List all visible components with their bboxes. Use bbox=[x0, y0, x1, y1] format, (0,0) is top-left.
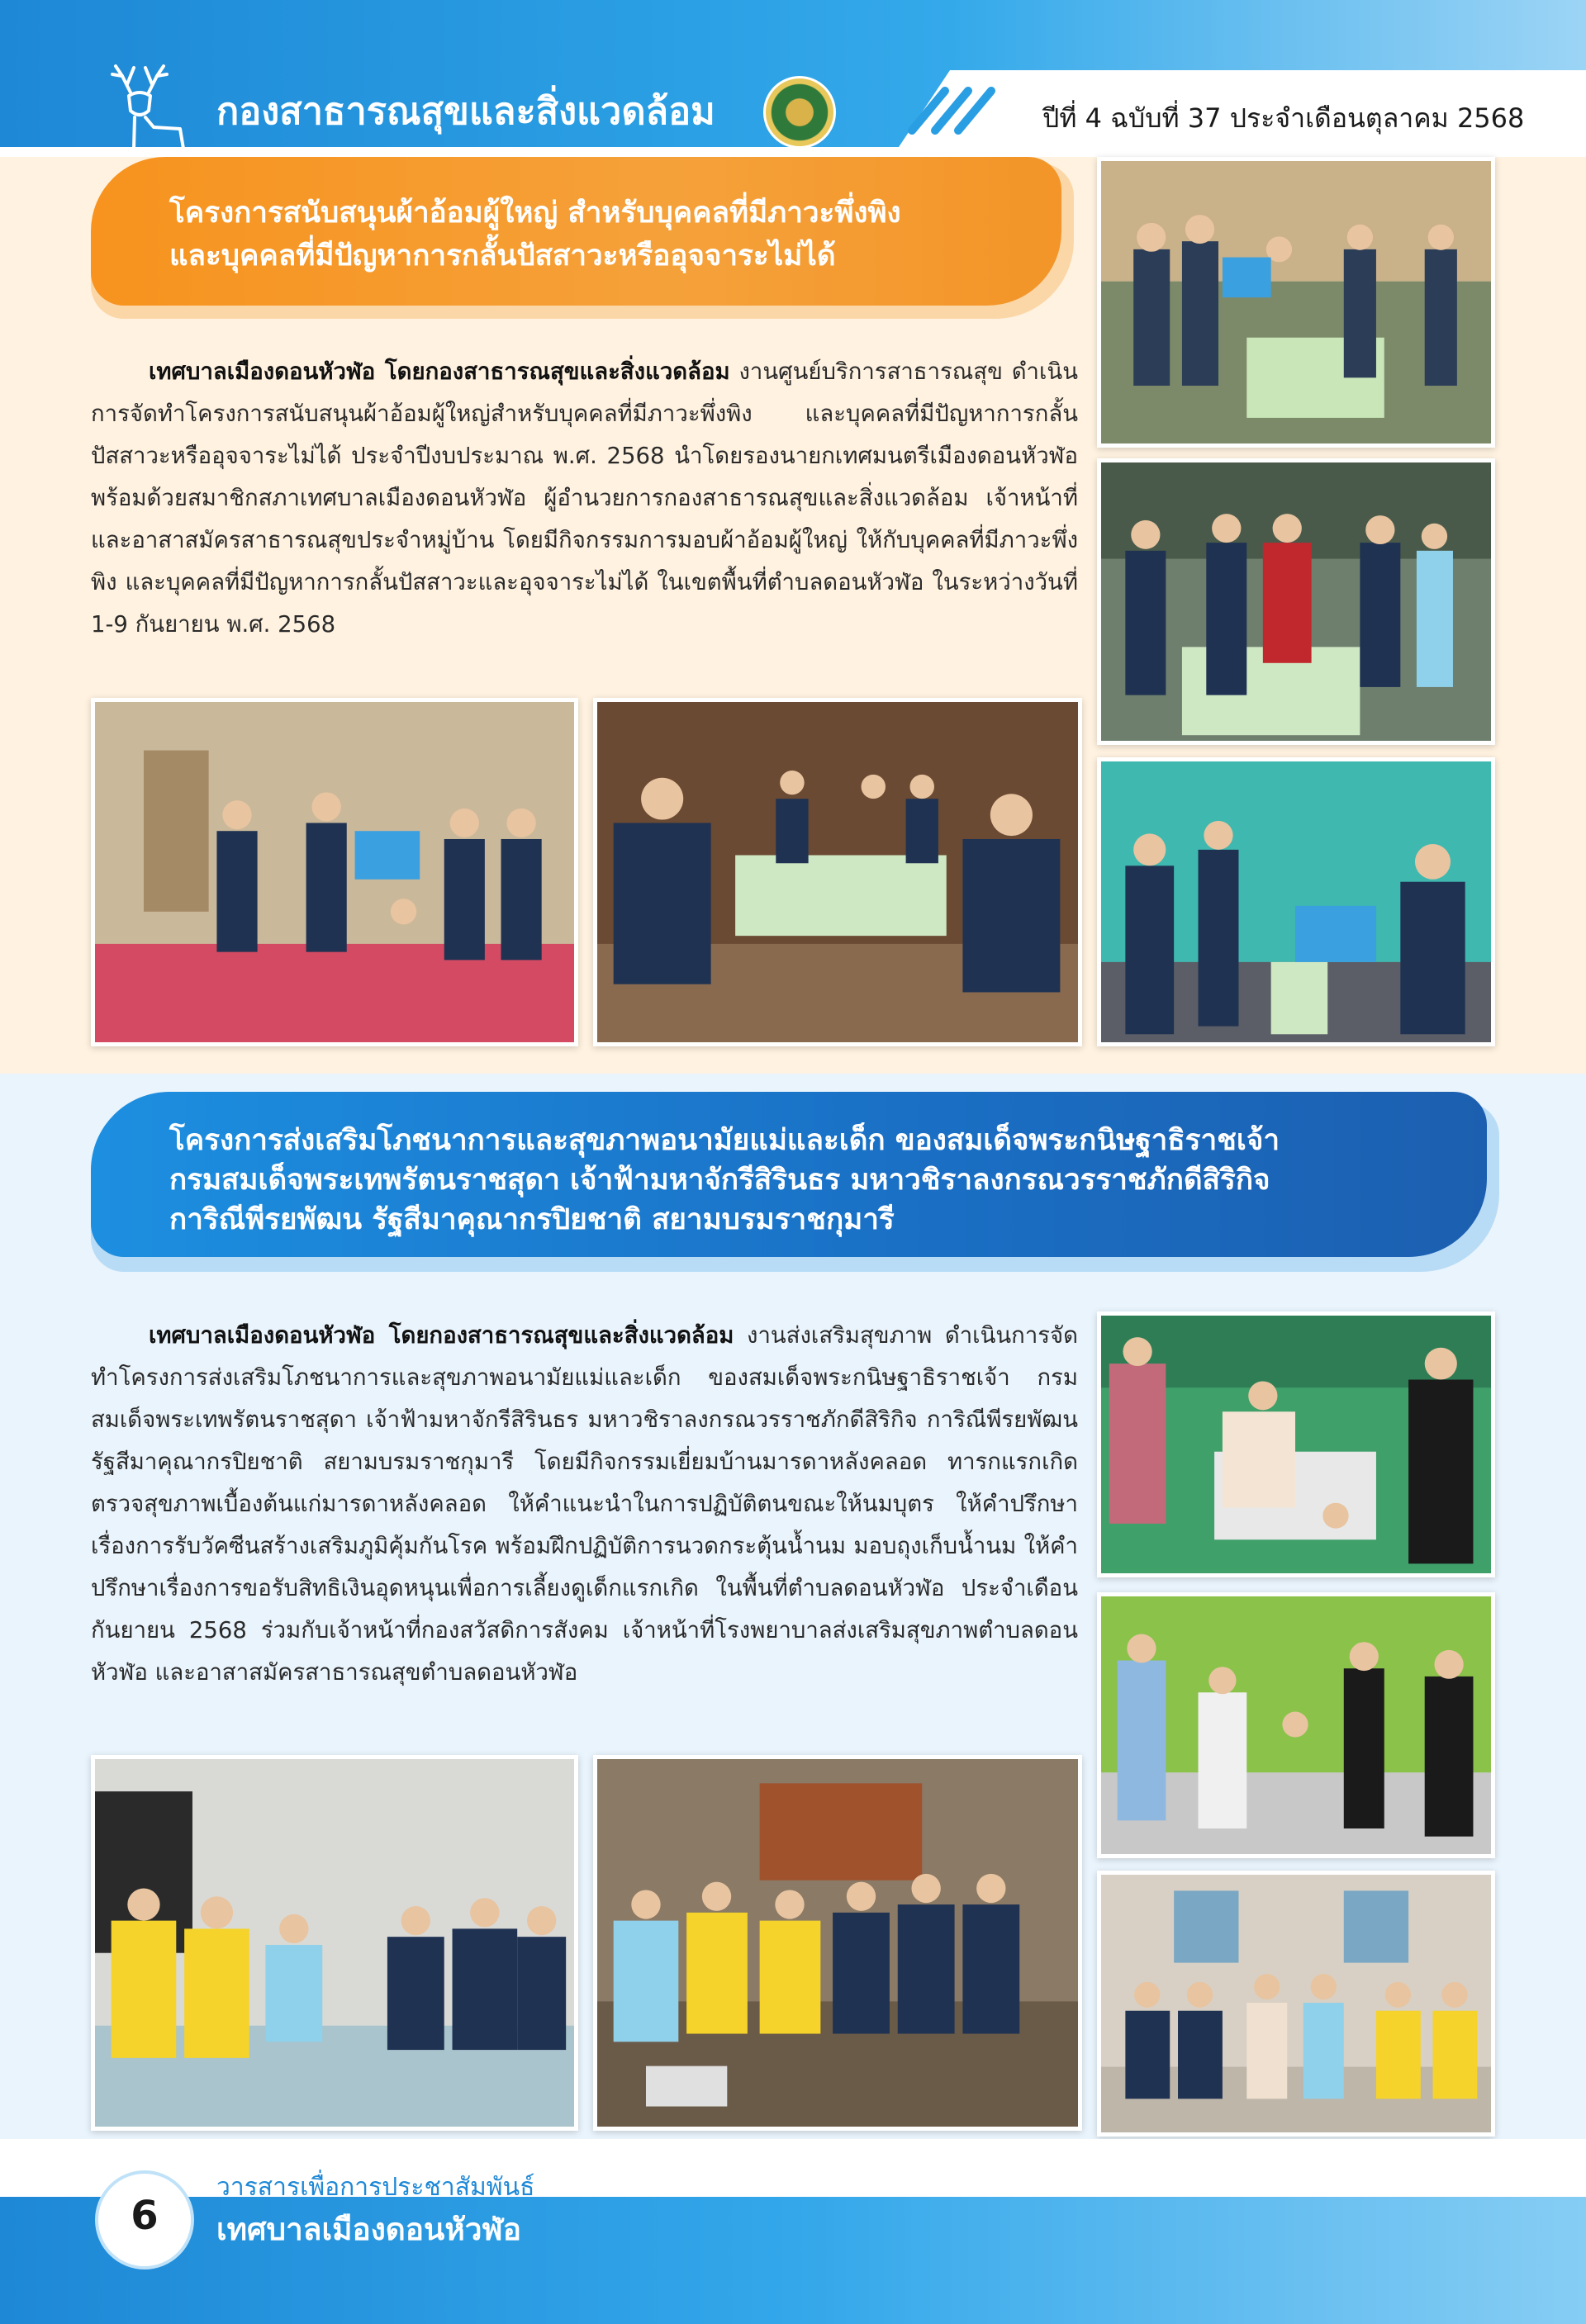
section1-heading-line1: โครงการสนับสนุนผ้าอ้อมผู้ใหญ่ สำหรับบุคคลที่มีภาวะพึ่งพิง bbox=[169, 197, 901, 230]
photo-bedside-visit bbox=[91, 698, 578, 1046]
photo-diaper-handover-3 bbox=[1097, 757, 1495, 1046]
section1-lead: เทศบาลเมืองดอนหัวฬ่อ โดยกองสาธารณสุขและสิ่งแวดล้อม bbox=[149, 358, 730, 385]
page-number: 6 bbox=[131, 2193, 159, 2239]
photo-newborn-check bbox=[1097, 1311, 1495, 1577]
photo-diaper-handover-1 bbox=[1097, 157, 1495, 448]
footer-journal-label: วารสารเพื่อการประชาสัมพันธ์ bbox=[216, 2173, 535, 2202]
photo-mother-visit bbox=[1097, 1592, 1495, 1858]
deer-icon bbox=[97, 59, 197, 152]
stripes-decoration bbox=[904, 81, 1003, 139]
section2-heading bbox=[91, 1092, 1487, 1257]
section2-body: งานส่งเสริมสุขภาพ ดำเนินการจัดทำโครงการส่งเสริมโภชนาการและสุขภาพอนามัยแม่และเด็ก ของสมเด็จพระกนิษฐาธิราชเจ้า กรมสมเด็จพระเทพรัตนราชสุดา เจ้าฟ้ามหาจักรีสิรินธร มหาวชิราลงกรณวรราชภักดีสิริกิจ การิณีพีรยพัฒน รัฐสีมาคุณากรปิยชาติ สยามบรมราชกุมารี โดยมีกิจกรรมเยี่ยมบ้านมารดาหลังคลอด ทารกแรกเกิด ตรวจสุขภาพเบื้องต้นแก่มารดาหลังคลอด ให้คำแนะนำในการปฏิบัติตนขณะให้นมบุตร ให้คำปรึกษาเรื่องการรับวัคซีนสร้างเสริมภูมิคุ้มกันโรค พร้อมฝึกปฏิบัติการนวดกระตุ้นน้ำนม มอบถุงเก็บน้ำนม ให้คำปรึกษาเรื่องการขอรับสิทธิเงินอุดหนุนเพื่อการเลี้ยงดูเด็กแรกเกิด ในพื้นที่ตำบลดอนหัวฬ่อ ประจำเดือนกันยายน 2568 ร่วมกับเจ้าหน้าที่กองสวัสดิการสังคม เจ้าหน้าที่โรงพยาบาลส่งเสริมสุขภาพตำบลดอนหัวฬ่อ และอาสาสมัครสาธารณสุขตำบลดอนหัวฬ่อ bbox=[91, 1322, 1079, 1686]
photo-group-seated bbox=[1097, 1871, 1495, 2137]
section1-paragraph bbox=[91, 351, 1078, 646]
section2-heading-line2: กรมสมเด็จพระเทพรัตนราชสุดา เจ้าฟ้ามหาจักรีสิรินธร มหาวชิราลงกรณวรราชภักดีสิริกิจ bbox=[169, 1164, 1270, 1197]
footer-municipality: เทศบาลเมืองดอนหัวฬ่อ bbox=[216, 2212, 522, 2247]
photo-home-visit-group bbox=[593, 698, 1082, 1046]
section2-heading-line3: การิณีพีรยพัฒน รัฐสีมาคุณากรปิยชาติ สยามบรมราชกุมารี bbox=[169, 1203, 895, 1236]
section1-body: งานศูนย์บริการสาธารณสุข ดำเนินการจัดทำโครงการสนับสนุนผ้าอ้อมผู้ใหญ่สำหรับบุคคลที่มีภาวะพึ่งพิง และบุคคลที่มีปัญหาการกลั้นปัสสาวะหรืออุจจาระไม่ได้ ประจำปีงบประมาณ พ.ศ. 2568 นำโดยรองนายกเทศมนตรีเมืองดอนหัวฬ่อ พร้อมด้วยสมาชิกสภาเทศบาลเมืองดอนหัวฬ่อ ผู้อำนวยการกองสาธารณสุขและสิ่งแวดล้อม เจ้าหน้าที่ และอาสาสมัครสาธารณสุขประจำหมู่บ้าน โดยมีกิจกรรมการมอบผ้าอ้อมผู้ใหญ่ ให้กับบุคคลที่มีภาวะพึ่งพิง และบุคคลที่มีปัญหาการกลั้นปัสสาวะและอุจจาระไม่ได้ ในเขตพื้นที่ตำบลดอนหัวฬ่อ ในระหว่างวันที่ 1-9 กันยายน พ.ศ. 2568 bbox=[91, 358, 1078, 638]
section2-lead: เทศบาลเมืองดอนหัวฬ่อ โดยกองสาธารณสุขและสิ่งแวดล้อม bbox=[149, 1322, 734, 1349]
section1-heading bbox=[91, 157, 1061, 306]
section1-heading-line2: และบุคคลที่มีปัญหาการกลั้นปัสสาวะหรืออุจจาระไม่ได้ bbox=[169, 240, 836, 273]
header-title: กองสาธารณสุขและสิ่งแวดล้อม bbox=[216, 89, 715, 133]
photo-floor-meeting bbox=[91, 1755, 578, 2131]
photo-diaper-handover-2 bbox=[1097, 458, 1495, 745]
section2-heading-line1: โครงการส่งเสริมโภชนาการและสุขภาพอนามัยแม่และเด็ก ของสมเด็จพระกนิษฐาธิราชเจ้า bbox=[169, 1124, 1280, 1157]
page-header bbox=[0, 0, 1586, 157]
seal-logo bbox=[763, 76, 836, 149]
header-issue: ปีที่ 4 ฉบับที่ 37 ประจำเดือนตุลาคม 2568 bbox=[1042, 102, 1525, 134]
photo-room-visit bbox=[593, 1755, 1082, 2131]
section2-paragraph bbox=[91, 1315, 1078, 1694]
